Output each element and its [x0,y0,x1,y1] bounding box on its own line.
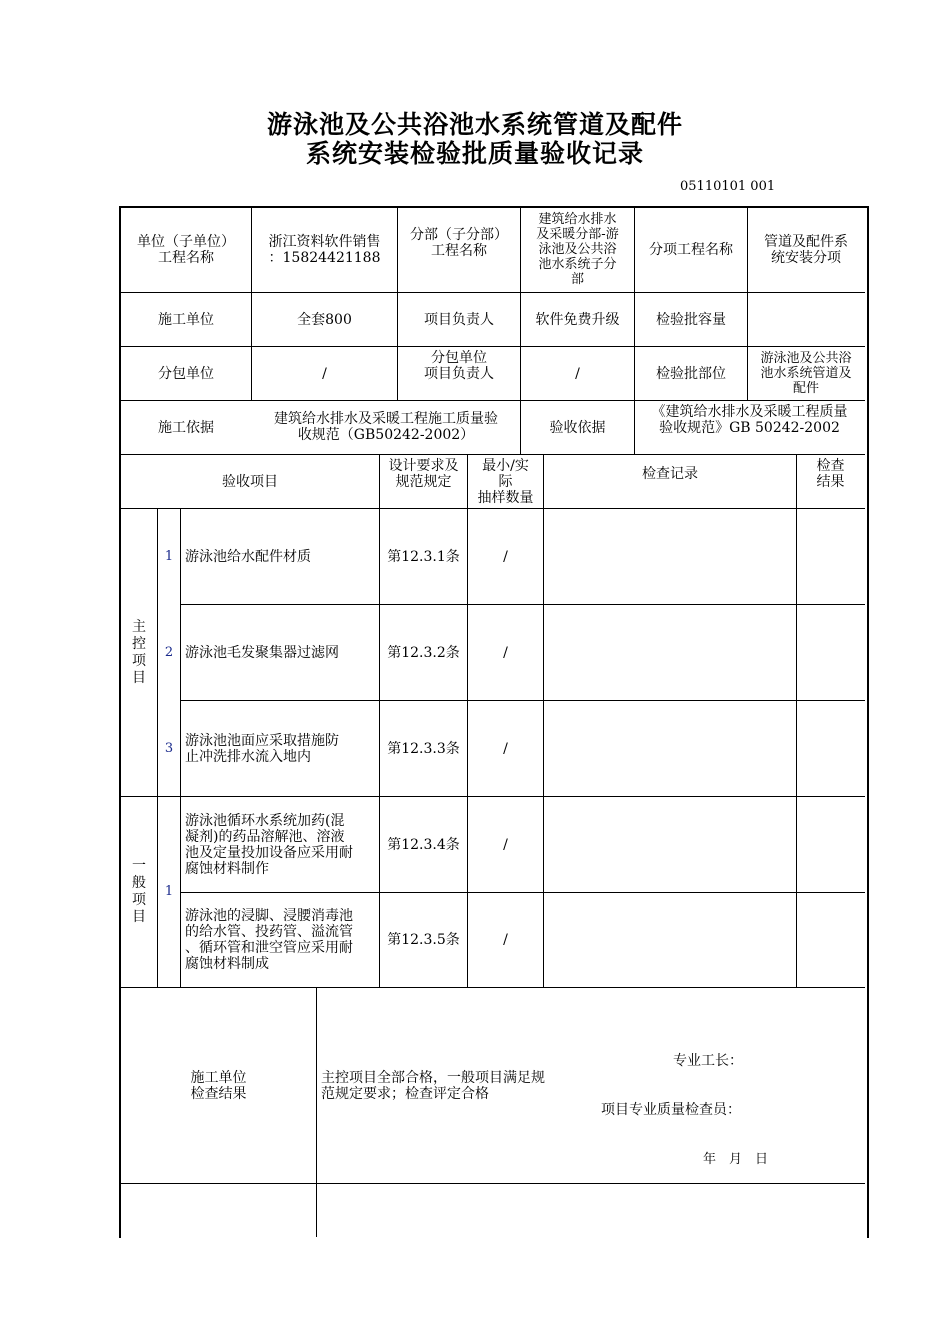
main-item-clause: 第12.3.1条 [387,548,460,565]
subcontractor-label: 分包单位 [158,365,214,382]
main-item-sample: / [503,644,508,661]
main-item-sample: / [503,740,508,757]
batch-capacity-label: 检验批容量 [656,311,726,328]
batch-part-label: 检验批部位 [656,365,726,382]
sub-item-name-label: 分项工程名称 [649,241,733,258]
main-item-name: 游泳池毛发聚集器过滤网 [185,644,339,661]
sub-pm-label: 分包单位 项目负责人 [424,350,494,382]
form-title-line2: 系统安装检验批质量验收记录 [305,139,644,168]
main-item-number: 2 [164,644,174,660]
general-item-clause: 第12.3.5条 [387,932,460,948]
general-item-number: 1 [164,884,174,899]
division-name-label: 分部（子分部） 工程名称 [410,227,508,259]
contractor-value: 全套800 [297,311,352,328]
project-manager-value: 软件免费升级 [535,311,620,328]
main-item-clause: 第12.3.3条 [387,740,460,757]
quality-inspector-label: 项目专业质量检查员： [601,1102,741,1118]
sub-item-name-value: 管道及配件系 统安装分项 [764,233,848,266]
general-item-sample: / [503,932,508,948]
main-item-number: 3 [164,740,174,756]
general-item-sample: / [503,836,508,853]
unit-name-label: 单位（子单位） 工程名称 [137,233,235,266]
col-header-item: 验收项目 [222,473,278,490]
sub-pm-value: / [575,365,580,382]
subcontractor-value: / [322,365,327,382]
contractor-label: 施工单位 [158,311,214,328]
acceptance-basis-value: 《建筑给水排水及采暖工程质量 验收规范》GB 50242-2002 [651,404,848,436]
main-control-group-label: 主控项目 [132,618,146,686]
col-header-design: 设计要求及 规范规定 [388,458,459,490]
general-item-clause: 第12.3.4条 [387,836,460,853]
unit-name-value: 浙江资料软件销售 ：15824421188 [268,233,381,266]
form-code: 05110101 001 [680,179,776,194]
main-item-clause: 第12.3.2条 [387,644,460,661]
col-header-sample: 最小/实 际 抽样数量 [477,458,534,506]
main-item-name: 游泳池池面应采取措施防 止冲洗排水流入地内 [185,732,339,765]
general-item-name: 游泳池循环水系统加药(混 凝剂)的药品溶解池、溶液 池及定量投加设备应采用耐 腐蚀材料制作 [185,812,353,877]
contractor-check-label: 施工单位 检查结果 [190,1069,247,1102]
main-item-sample: / [503,548,508,565]
construction-basis-value: 建筑给水排水及采暖工程施工质量验 收规范（GB50242-2002） [274,411,498,443]
batch-part-value: 游泳池及公共浴 池水系统管道及 配件 [760,351,852,396]
main-item-name: 游泳池给水配件材质 [185,548,311,565]
main-item-number: 1 [164,548,174,564]
batch-capacity-value [748,293,864,346]
division-name-value: 建筑给水排水 及采暖分部-游 泳池及公共浴 池水系统子分 部 [536,212,619,287]
foreman-signature-label: 专业工长： [673,1053,743,1069]
construction-basis-label: 施工依据 [158,419,214,436]
acceptance-basis-label: 验收依据 [549,419,606,436]
check-conclusion: 主控项目全部合格，一般项目满足规 范规定要求；检查评定合格 [321,1070,545,1102]
form-title-line1: 游泳池及公共浴池水系统管道及配件 [266,110,683,139]
sign-date: 年 月 日 [703,1152,769,1167]
col-header-record: 检查记录 [642,466,698,482]
general-group-label: 一般项目 [132,858,146,925]
project-manager-label: 项目负责人 [424,311,494,328]
col-header-result: 检查 结果 [816,458,845,490]
general-item-name: 游泳池的浸脚、浸腰消毒池 的给水管、投药管、溢流管 、循环管和泄空管应采用耐 腐蚀材料制成 [185,908,353,972]
